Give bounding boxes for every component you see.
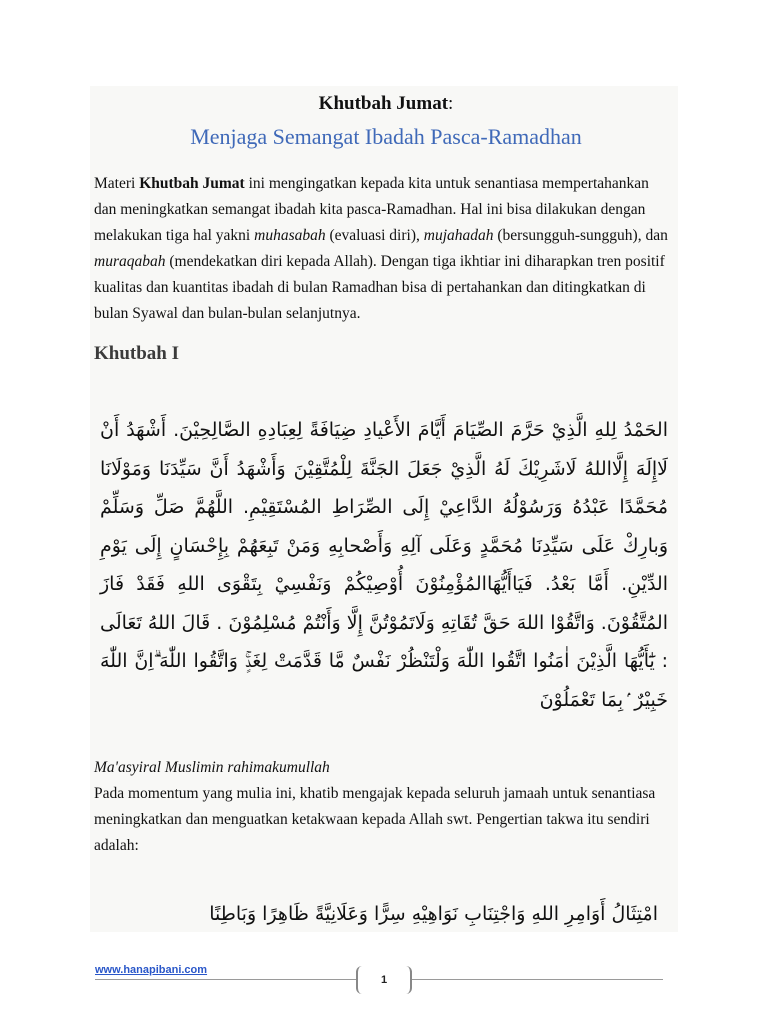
intro-text-3: ini mengingatkan kepada kita untuk senantiasa mempertahankan dan meningkatkan semangat ibadah kita pasca-Ramadhan. Hal ini bisa dilakukan dengan melakukan tiga hal yakni xyxy=(94,175,649,244)
document-subtitle: Menjaga Semangat Ibadah Pasca-Ramadhan xyxy=(190,124,582,149)
body-paragraph: Pada momentum yang mulia ini, khatib mengajak kepada seluruh jamaah untuk senantiasa meningkatkan dan menguatkan ketakwaan kepada Allah swt. Pengertian takwa itu sendiri adalah: xyxy=(94,785,656,854)
document-title-text: Khutbah Jumat xyxy=(318,93,449,114)
intro-text-5: (evaluasi diri), xyxy=(325,227,424,244)
intro-bold-khutbah: Khutbah Jumat xyxy=(139,175,245,192)
document-title xyxy=(94,93,678,115)
arabic-taqwa-definition: امْتِثَالُ أَوَامِرِ اللهِ وَاجْتِنَابِ نَوَاهِيْهِ سِرًّا وَعَلَانِيَّةً ظَاهِرًا وَبَاطِنًا xyxy=(209,903,658,925)
term-muraqabah: muraqabah xyxy=(94,253,166,270)
intro-text-9: (mendekatkan diri kepada Allah). Dengan tiga ikhtiar ini diharapkan tren positif kualitas dan kuantitas ibadah di bulan Ramadhan bisa di pertahankan dan ditingkatkan di bulan Syawal dan bulan-bulan selanjutnya. xyxy=(94,253,665,322)
intro-text-1: Materi xyxy=(94,175,140,192)
arabic-opening-text: الحَمْدُ لِلهِ الَّذِيْ حَرَّمَ الصِّيَامَ أَيَّامَ الأَعْيادِ ضِيَافَةً لِعِبَادِهِ الصَّالِحِيْنَ. أَشْهَدُ أَنْ لَاإِلَهَ إِلَّااللهُ لَاشَرِيْكَ لَهُ الَّذِيْ جَعَلَ الجَنَّةَ لِلْمُتَّقِيْنَ وَأَشْهَدُ أَنَّ سَيِّدَنَا وَمَوْلَانَا مُحَمَّدًا عَبْدُهُ وَرَسُوْلُهُ الدَّاعِيْ إِلَى الصِّرَاطِ المُسْتَقِيْمِ. اللَّهُمَّ صَلِّ وَسَلِّمْ وَبارِكْ عَلَى سَيِّدِنَا مُحَمَّدٍ وَعَلَى آلِهِ وَأَصْحابِهِ وَمَنْ تَبِعَهُمْ بِإِحْسَانٍ إِلَى يَوْمِ الدِّيْنِ. أَمَّا بَعْدُ. فَيَاأَيُّهَاالمُؤْمِنُوْنَ أُوْصِيْكُمْ وَنَفْسِيْ بِتَقْوَى اللهِ فَقَدْ فَازَ المُتَّقُوْنَ. وَاتَّقُوْا اللهَ حَقَّ تُقَاتِهِ وَلَاتَمُوْتُنَّ إِلَّا وَأَنْتُمْ مُسْلِمُوْنَ . قَالَ اللهُ تَعَالَى : يَٰٓأَيُّهَا الَّذِيْنَ اٰمَنُوا اتَّقُوا اللّٰهَ وَلْتَنْظُرْ نَفْسٌ مَّا قَدَّمَتْ لِغَدٍۚ وَاتَّقُوا اللّٰهَ ۗاِنَّ اللّٰهَ خَبِيْرٌ ۢبِمَا تَعْمَلُوْنَ xyxy=(100,419,668,711)
salutation: Ma'asyiral Muslimin rahimakumullah xyxy=(94,759,330,776)
document-page xyxy=(90,86,678,932)
page-number: 1 xyxy=(356,966,412,994)
section-heading-khutbah-1: Khutbah I xyxy=(94,343,180,364)
page-footer xyxy=(0,950,768,1010)
document-title-colon: : xyxy=(448,93,454,114)
intro-text-7: (bersungguh-sungguh), dan xyxy=(493,227,668,244)
term-muhasabah: muhasabah xyxy=(254,227,326,244)
website-link[interactable]: www.hanapibani.com xyxy=(95,964,208,976)
intro-paragraph xyxy=(94,171,672,327)
term-mujahadah: mujahadah xyxy=(423,227,494,244)
